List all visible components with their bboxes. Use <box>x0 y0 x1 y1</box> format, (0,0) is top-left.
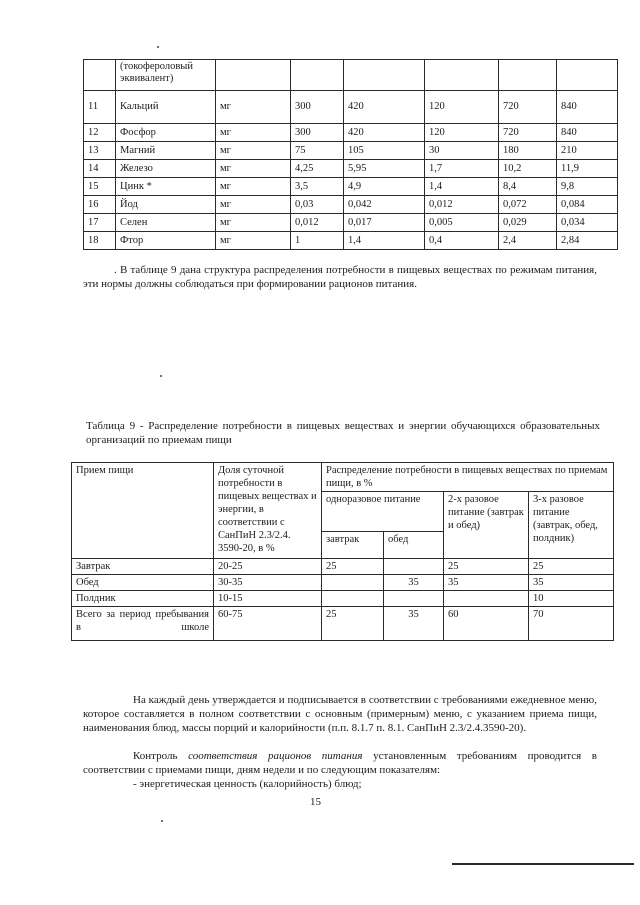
share: 30-35 <box>214 575 322 591</box>
table9-caption: Таблица 9 - Распределение потребности в пищевых веществах и энергии обучающихся образовательных организаций по приемам пищи <box>86 420 600 446</box>
paragraph-table9-intro: . В таблице 9 дана структура распределения потребности в пищевых веществах по режимам питания, эти нормы должны соблюдаться при формировании рационов питания. <box>83 264 597 290</box>
row-number: 13 <box>84 142 116 160</box>
value: 0,084 <box>557 196 618 214</box>
value: 0,012 <box>291 214 344 232</box>
value: 840 <box>557 124 618 142</box>
meal: Завтрак <box>72 559 214 575</box>
nutrient-name: Магний <box>116 142 216 160</box>
meal: Всего за период пребывания в школе <box>72 607 214 641</box>
unit: мг <box>216 160 291 178</box>
control-rest: установленным требованиям проводится в соответствии с приемами пищи, дням недели и по следующим показателям: <box>83 750 597 776</box>
value: 75 <box>291 142 344 160</box>
header-meal: Прием пищи <box>72 463 214 559</box>
scan-speck <box>157 46 159 48</box>
header-single: одноразовое питание <box>322 492 444 532</box>
value: 3,5 <box>291 178 344 196</box>
value: 11,9 <box>557 160 618 178</box>
triple-meal: 35 <box>529 575 614 591</box>
share: 20-25 <box>214 559 322 575</box>
row-number: 11 <box>84 91 116 124</box>
value: 2,84 <box>557 232 618 250</box>
unit: мг <box>216 178 291 196</box>
single-breakfast: 25 <box>322 607 384 641</box>
unit: мг <box>216 91 291 124</box>
table-row <box>72 591 614 607</box>
double-meal: 25 <box>444 559 529 575</box>
row-number: 18 <box>84 232 116 250</box>
row-number: 16 <box>84 196 116 214</box>
table-row <box>84 232 618 250</box>
value: 1,4 <box>344 232 425 250</box>
value: 8,4 <box>499 178 557 196</box>
value: 0,005 <box>425 214 499 232</box>
table-row <box>84 196 618 214</box>
value: 0,017 <box>344 214 425 232</box>
header-breakfast: завтрак <box>322 531 384 559</box>
page-number: 15 <box>310 796 321 808</box>
value: 120 <box>425 91 499 124</box>
nutrient-name: Йод <box>116 196 216 214</box>
single-lunch <box>384 591 444 607</box>
value: 720 <box>499 91 557 124</box>
value: 2,4 <box>499 232 557 250</box>
single-breakfast <box>322 575 384 591</box>
triple-meal: 10 <box>529 591 614 607</box>
value: 300 <box>291 124 344 142</box>
value: 1,7 <box>425 160 499 178</box>
value: 105 <box>344 142 425 160</box>
value: 9,8 <box>557 178 618 196</box>
triple-meal: 25 <box>529 559 614 575</box>
nutrient-name: Фтор <box>116 232 216 250</box>
value: 300 <box>291 91 344 124</box>
share: 10-15 <box>214 591 322 607</box>
single-lunch <box>384 559 444 575</box>
value: 180 <box>499 142 557 160</box>
nutrient-name: Цинк * <box>116 178 216 196</box>
paragraph-daily-menu: На каждый день утверждается и подписывается в соответствии с требованиями ежедневное меню, которое составляется в полном соответствии с основным (примерным) меню, с указанием приема пищи, наименования блюд, массы порций и калорийности (п.п. 8.1.7 п. 8.1. СанПиН 2.3/2.4.3590-20). <box>83 694 597 734</box>
scan-speck <box>161 820 163 822</box>
header-lunch: обед <box>384 531 444 559</box>
single-breakfast: 25 <box>322 559 384 575</box>
value: 5,95 <box>344 160 425 178</box>
value: 0,042 <box>344 196 425 214</box>
table-row <box>84 160 618 178</box>
double-meal: 35 <box>444 575 529 591</box>
nutrient-name: Кальций <box>116 91 216 124</box>
footer-rule <box>452 863 634 865</box>
value: 30 <box>425 142 499 160</box>
paragraph-control <box>83 749 597 777</box>
double-meal <box>444 591 529 607</box>
value: 0,012 <box>425 196 499 214</box>
header-share: Доля суточной потребности в пищевых веществах и энергии, в соответствии с СанПиН 2.3/2.4. 3590-20, в % <box>214 463 322 559</box>
table-row <box>84 124 618 142</box>
share: 60-75 <box>214 607 322 641</box>
value: 4,9 <box>344 178 425 196</box>
double-meal: 60 <box>444 607 529 641</box>
nutrient-norms-table <box>83 59 618 250</box>
value: 1,4 <box>425 178 499 196</box>
value: 420 <box>344 91 425 124</box>
table-row <box>84 214 618 232</box>
row-number: 12 <box>84 124 116 142</box>
value: 210 <box>557 142 618 160</box>
scan-speck <box>160 375 162 377</box>
table-row <box>72 575 614 591</box>
single-breakfast <box>322 591 384 607</box>
header-triple: 3-х разовое питание (завтрак, обед, полдник) <box>529 492 614 559</box>
value: 0,034 <box>557 214 618 232</box>
table-row <box>84 142 618 160</box>
value: 120 <box>425 124 499 142</box>
value: 1 <box>291 232 344 250</box>
unit: мг <box>216 124 291 142</box>
single-lunch: 35 <box>384 607 444 641</box>
header-distribution: Распределение потребности в пищевых веществах по приемам пищи, в % <box>322 463 614 492</box>
value: 10,2 <box>499 160 557 178</box>
value: 720 <box>499 124 557 142</box>
value: 0,072 <box>499 196 557 214</box>
row-number: 15 <box>84 178 116 196</box>
row-number: 17 <box>84 214 116 232</box>
table-row <box>72 607 614 641</box>
control-lead: Контроль <box>133 750 178 762</box>
single-lunch: 35 <box>384 575 444 591</box>
bullet-energy-value: - энергетическая ценность (калорийность) блюд; <box>133 778 362 790</box>
value: 840 <box>557 91 618 124</box>
value: 0,029 <box>499 214 557 232</box>
meal: Обед <box>72 575 214 591</box>
table-row <box>84 60 618 91</box>
table-header-row <box>72 463 614 492</box>
meal: Полдник <box>72 591 214 607</box>
unit: мг <box>216 142 291 160</box>
nutrient-name: Фосфор <box>116 124 216 142</box>
value: 4,25 <box>291 160 344 178</box>
meal-distribution-table <box>71 462 614 641</box>
control-italic: соответствия рационов питания <box>188 750 363 762</box>
table-row <box>84 178 618 196</box>
table-row <box>84 91 618 124</box>
table-cell: (токофероловый эквивалент) <box>116 60 216 91</box>
table-row <box>72 559 614 575</box>
nutrient-name: Железо <box>116 160 216 178</box>
header-double: 2-х разовое питание (завтрак и обед) <box>444 492 529 559</box>
nutrient-name: Селен <box>116 214 216 232</box>
unit: мг <box>216 196 291 214</box>
value: 0,4 <box>425 232 499 250</box>
unit: мг <box>216 214 291 232</box>
value: 0,03 <box>291 196 344 214</box>
unit: мг <box>216 232 291 250</box>
row-number: 14 <box>84 160 116 178</box>
value: 420 <box>344 124 425 142</box>
triple-meal: 70 <box>529 607 614 641</box>
